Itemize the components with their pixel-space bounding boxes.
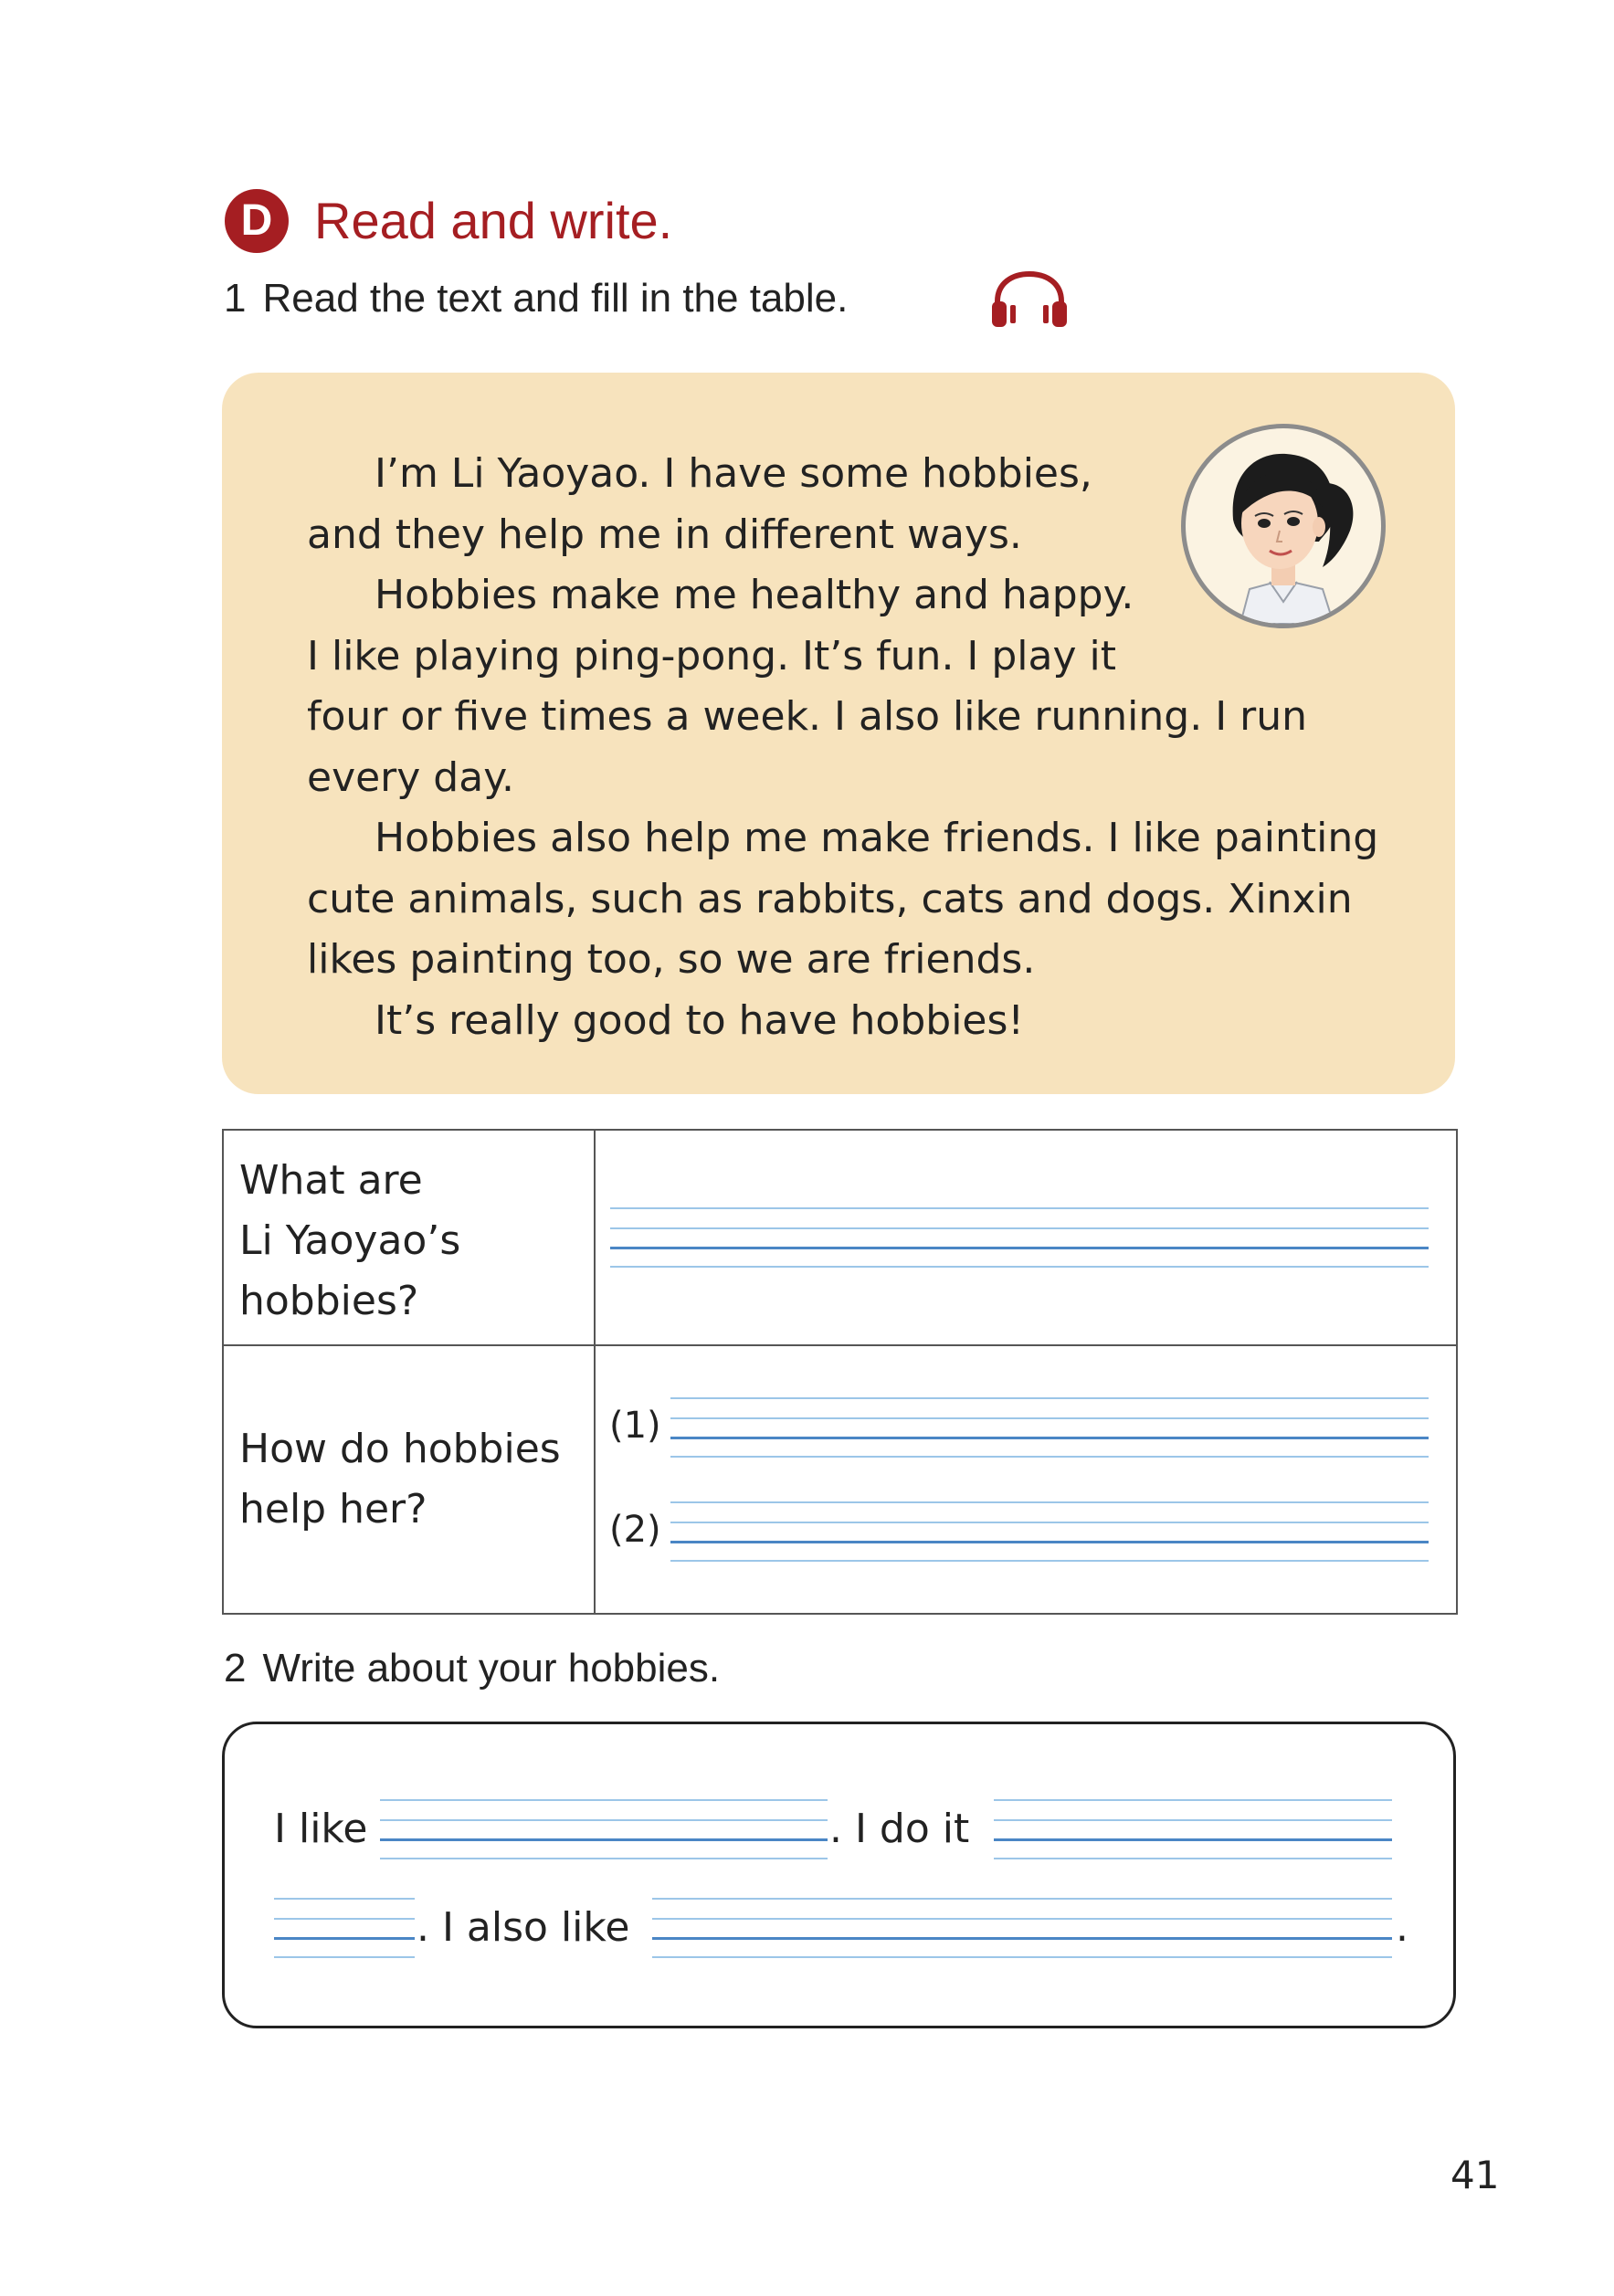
answer-writing-line[interactable] (610, 1207, 1429, 1268)
reading-line: and they help me in different ways. (307, 511, 1022, 558)
item-label-1: (1) (609, 1405, 661, 1447)
task-2-instruction (224, 1641, 720, 1696)
blank-hobby-2[interactable] (652, 1898, 1392, 1958)
task-2-number: 2 (224, 1646, 247, 1690)
question-line: What are (239, 1157, 423, 1204)
question-line: hobbies? (239, 1278, 419, 1324)
reading-line: Hobbies make me healthy and happy. (374, 572, 1134, 618)
answer-cell-hobbies (595, 1130, 1457, 1345)
question-line: help her? (239, 1486, 427, 1532)
answer-writing-line-2[interactable] (670, 1501, 1429, 1562)
sentence-part-1: I like (274, 1806, 368, 1852)
sentence-part-3: . I also like (417, 1904, 630, 1951)
girl-portrait-avatar (1181, 424, 1386, 628)
blank-frequency[interactable] (994, 1799, 1392, 1859)
page-number: 41 (1450, 2153, 1500, 2197)
question-line: How do hobbies (239, 1426, 561, 1472)
reading-line: every day. (307, 753, 514, 801)
question-line: Li Yaoyao’s (239, 1217, 461, 1264)
answer-writing-line-1[interactable] (670, 1397, 1429, 1458)
girl-portrait-image (1186, 428, 1381, 624)
reading-line: I’m Li Yaoyao. I have some hobbies, (374, 450, 1092, 497)
section-badge: D (225, 189, 289, 253)
reading-card (222, 373, 1455, 1094)
question-cell-hobbies (223, 1130, 595, 1345)
fill-in-table (222, 1129, 1458, 1615)
blank-hobby-1[interactable] (380, 1799, 828, 1859)
question-cell-help (223, 1345, 595, 1614)
reading-line: likes painting too, so we are friends. (307, 936, 1036, 983)
reading-line: cute animals, such as rabbits, cats and dogs. Xinxin (307, 875, 1353, 922)
task-2-text: Write about your hobbies. (262, 1646, 721, 1690)
answer-cell-help (595, 1345, 1457, 1614)
headphones-icon[interactable] (988, 270, 1071, 329)
task-1-number: 1 (224, 276, 247, 321)
reading-line: It’s really good to have hobbies! (374, 996, 1025, 1044)
reading-line: Hobbies also help me make friends. I like painting (374, 815, 1379, 861)
reading-line: four or five times a week. I also like running. I run (307, 693, 1308, 740)
task-1-text: Read the text and fill in the table. (262, 276, 849, 321)
writing-box (222, 1722, 1456, 2028)
blank-frequency-continued[interactable] (274, 1898, 415, 1958)
reading-line: I like playing ping-pong. It’s fun. I play it (307, 632, 1116, 679)
item-label-2: (2) (609, 1509, 661, 1551)
table-row (223, 1345, 1457, 1614)
task-1-instruction (224, 271, 848, 326)
table-row (223, 1130, 1457, 1345)
sentence-end-period: . (1396, 1904, 1408, 1951)
section-title: Read and write. (314, 192, 673, 249)
sentence-part-2: . I do it (829, 1806, 970, 1852)
